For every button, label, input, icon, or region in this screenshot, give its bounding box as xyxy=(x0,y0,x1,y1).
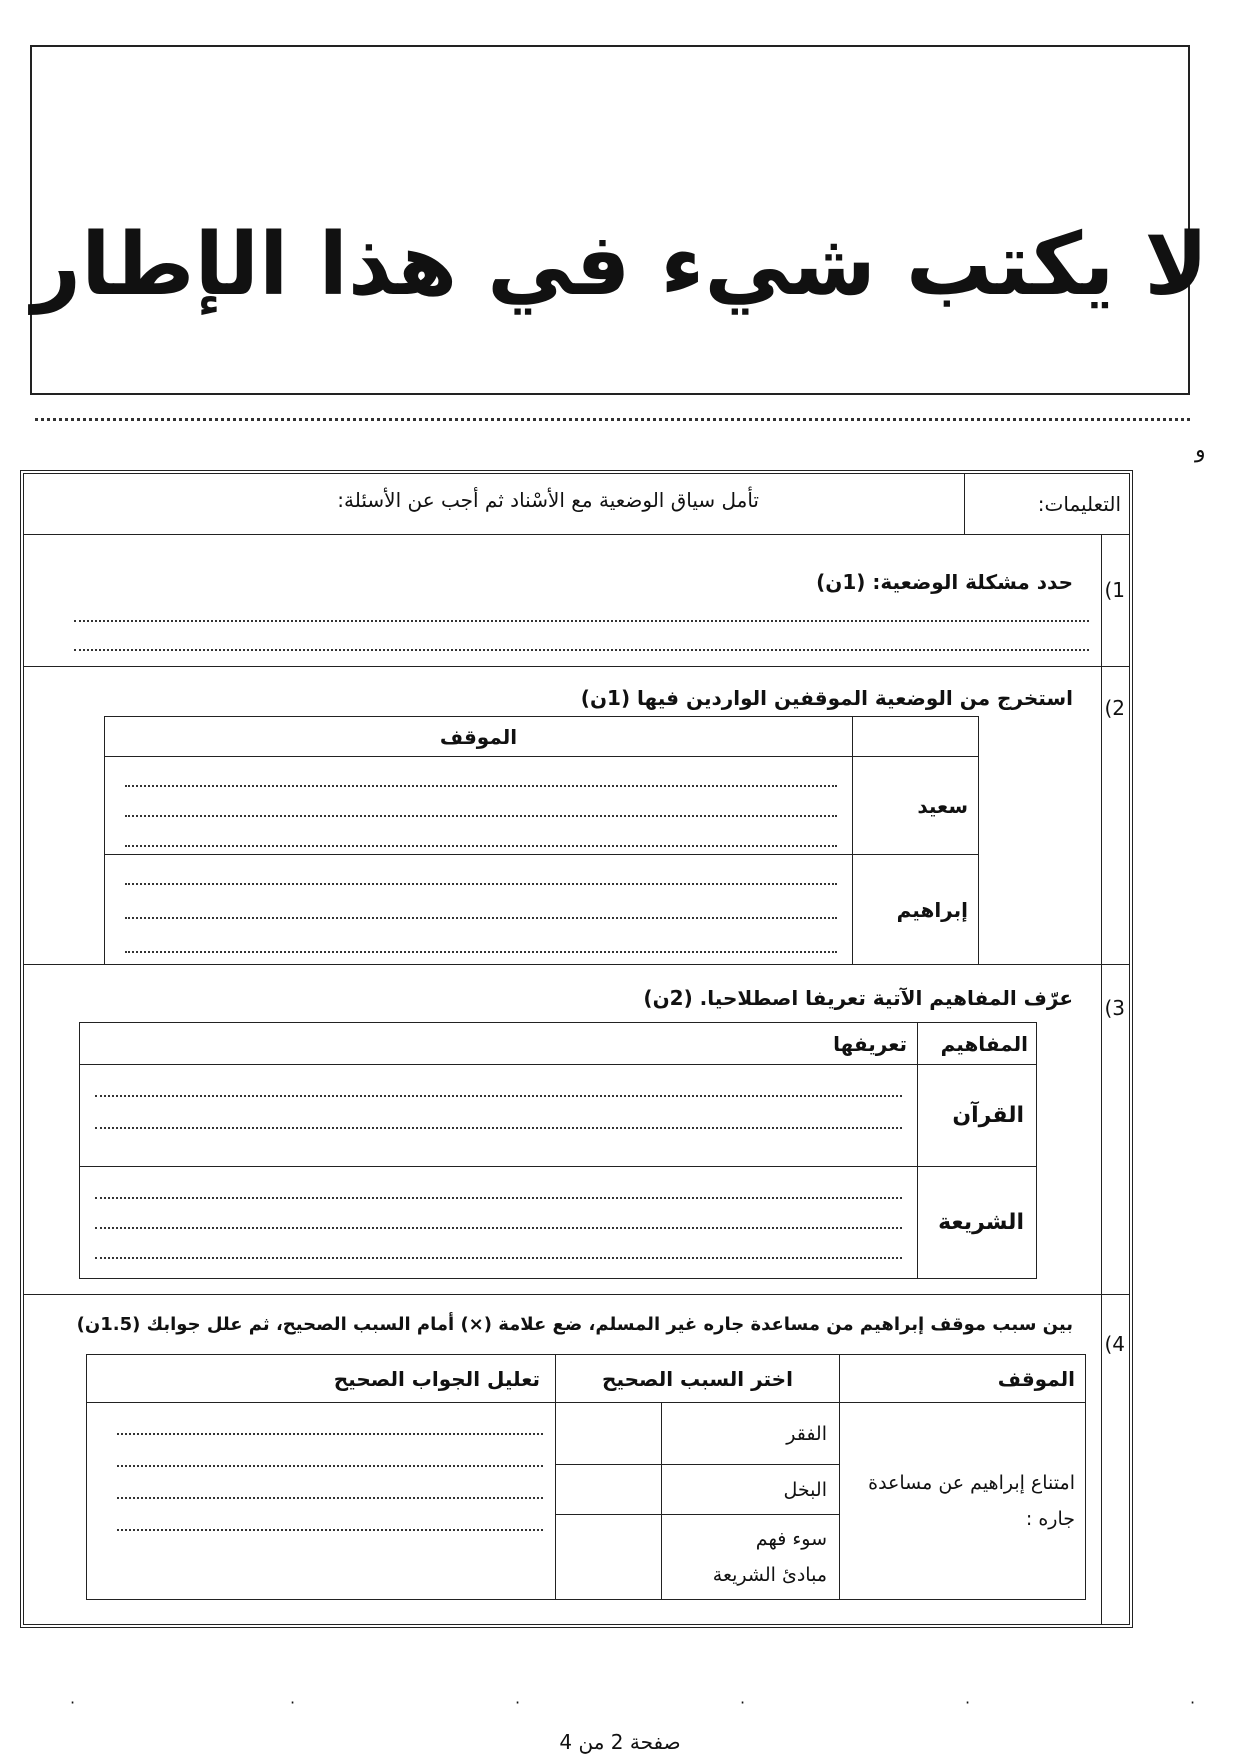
q3-row-answer-2[interactable] xyxy=(80,1167,918,1279)
number-column-divider xyxy=(1101,534,1102,1624)
footer-dot: · xyxy=(70,1693,76,1712)
q4-points: (1.5ن) xyxy=(76,1314,141,1335)
q4-header-choose: اختر السبب الصحيح xyxy=(556,1355,840,1403)
q2-row-label-2: إبراهيم xyxy=(853,855,979,965)
q2-prompt xyxy=(581,686,1073,710)
q4-prompt-text: بين سبب موقف إبراهيم من مساعدة جاره غير المسلم، ضع علامة (×) أمام السبب الصحيح، ثم علل جوابك xyxy=(146,1314,1073,1335)
footer-dot: · xyxy=(740,1693,746,1712)
q3-prompt-text: عرّف المفاهيم الآتية تعريفا اصطلاحيا. xyxy=(699,986,1073,1010)
q4-situation-line-2: جاره : xyxy=(1025,1508,1075,1530)
cut-mark: و xyxy=(1195,438,1206,463)
q4-option-1 xyxy=(662,1403,840,1465)
q4-prompt xyxy=(77,1314,1073,1335)
q2-table xyxy=(104,716,979,965)
q2-points: (1ن) xyxy=(580,686,631,710)
q2-row-bottom xyxy=(24,964,1129,965)
q1-answer-line-1[interactable] xyxy=(74,620,1089,622)
q2-r1-line-1[interactable] xyxy=(125,785,837,787)
q3-header-concepts: المفاهيم xyxy=(918,1023,1037,1065)
q4-option-2 xyxy=(662,1465,840,1515)
q3-row-answer-1[interactable] xyxy=(80,1065,918,1167)
q1-points: (1ن) xyxy=(816,570,866,594)
q4-mark-3[interactable] xyxy=(556,1515,662,1600)
q2-row-answer-2[interactable] xyxy=(105,855,853,965)
q4-mark-1[interactable] xyxy=(556,1403,662,1465)
q2-table-header: الموقف xyxy=(105,717,853,757)
q3-r2-line-1[interactable] xyxy=(95,1197,902,1199)
q2-number: 2) xyxy=(1104,696,1125,720)
cut-line xyxy=(35,418,1190,421)
footer-dot: · xyxy=(515,1693,521,1712)
q3-points: (2ن) xyxy=(643,986,693,1010)
q4-justify-line-3[interactable] xyxy=(117,1497,543,1499)
q4-option-3 xyxy=(662,1515,840,1600)
q4-option-3-line-2: مبادئ الشريعة xyxy=(712,1564,827,1586)
q3-row-label-1: القرآن xyxy=(918,1065,1037,1167)
q1-prompt xyxy=(816,570,1073,594)
q4-justification[interactable] xyxy=(87,1403,556,1600)
q3-number: 3) xyxy=(1104,996,1125,1020)
q2-row-answer-1[interactable] xyxy=(105,757,853,855)
q3-row-label-2: الشريعة xyxy=(918,1167,1037,1279)
q1-row-bottom xyxy=(24,666,1129,667)
q1-prompt-text: حدد مشكلة الوضعية: xyxy=(872,570,1073,594)
q3-prompt xyxy=(643,986,1073,1010)
q3-r1-line-2[interactable] xyxy=(95,1127,902,1129)
q4-header-justify: تعليل الجواب الصحيح xyxy=(87,1355,556,1403)
instructions-row-bottom xyxy=(24,534,1129,535)
q2-prompt-text: استخرج من الوضعية الموقفين الواردين فيها xyxy=(637,686,1073,710)
q3-header-definition: تعريفها xyxy=(80,1023,918,1065)
q1-answer-line-2[interactable] xyxy=(74,649,1089,651)
q2-r1-line-2[interactable] xyxy=(125,815,837,817)
page-number: صفحة 2 من 4 xyxy=(559,1730,681,1754)
q3-r2-line-2[interactable] xyxy=(95,1227,902,1229)
footer-dot: · xyxy=(290,1693,296,1712)
instructions-text: تأمل سياق الوضعية مع الأسْناد ثم أجب عن الأسئلة: xyxy=(337,488,759,512)
questions-frame xyxy=(20,470,1133,1628)
q3-table xyxy=(79,1022,1037,1279)
q2-r1-line-3[interactable] xyxy=(125,845,837,847)
q2-row-label-1: سعيد xyxy=(853,757,979,855)
q4-table xyxy=(86,1354,1086,1600)
q4-option-2-line-1: البخل xyxy=(783,1478,827,1501)
no-write-notice: لا يكتب شيء في هذا الإطار xyxy=(31,215,1209,315)
footer-dot: · xyxy=(965,1693,971,1712)
q2-r2-line-1[interactable] xyxy=(125,883,837,885)
q4-situation-line-1: امتناع إبراهيم عن مساعدة xyxy=(868,1472,1075,1494)
q4-header-situation: الموقف xyxy=(840,1355,1086,1403)
q2-r2-line-2[interactable] xyxy=(125,917,837,919)
q4-mark-2[interactable] xyxy=(556,1465,662,1515)
q3-r2-line-3[interactable] xyxy=(95,1257,902,1259)
q4-justify-line-1[interactable] xyxy=(117,1433,543,1435)
q4-situation xyxy=(840,1403,1086,1600)
q1-number: 1) xyxy=(1104,578,1125,602)
q4-option-3-line-1: سوء فهم xyxy=(755,1528,827,1550)
instructions-label: التعليمات: xyxy=(1037,492,1121,516)
q3-row-bottom xyxy=(24,1294,1129,1295)
q4-justify-line-2[interactable] xyxy=(117,1465,543,1467)
q4-number: 4) xyxy=(1104,1332,1125,1356)
footer-dot: · xyxy=(1190,1693,1196,1712)
q4-option-1-line-1: الفقر xyxy=(786,1422,827,1445)
q2-r2-line-3[interactable] xyxy=(125,951,837,953)
q3-r1-line-1[interactable] xyxy=(95,1095,902,1097)
q2-table-corner xyxy=(853,717,979,757)
instructions-divider xyxy=(964,474,965,534)
q4-justify-line-4[interactable] xyxy=(117,1529,543,1531)
